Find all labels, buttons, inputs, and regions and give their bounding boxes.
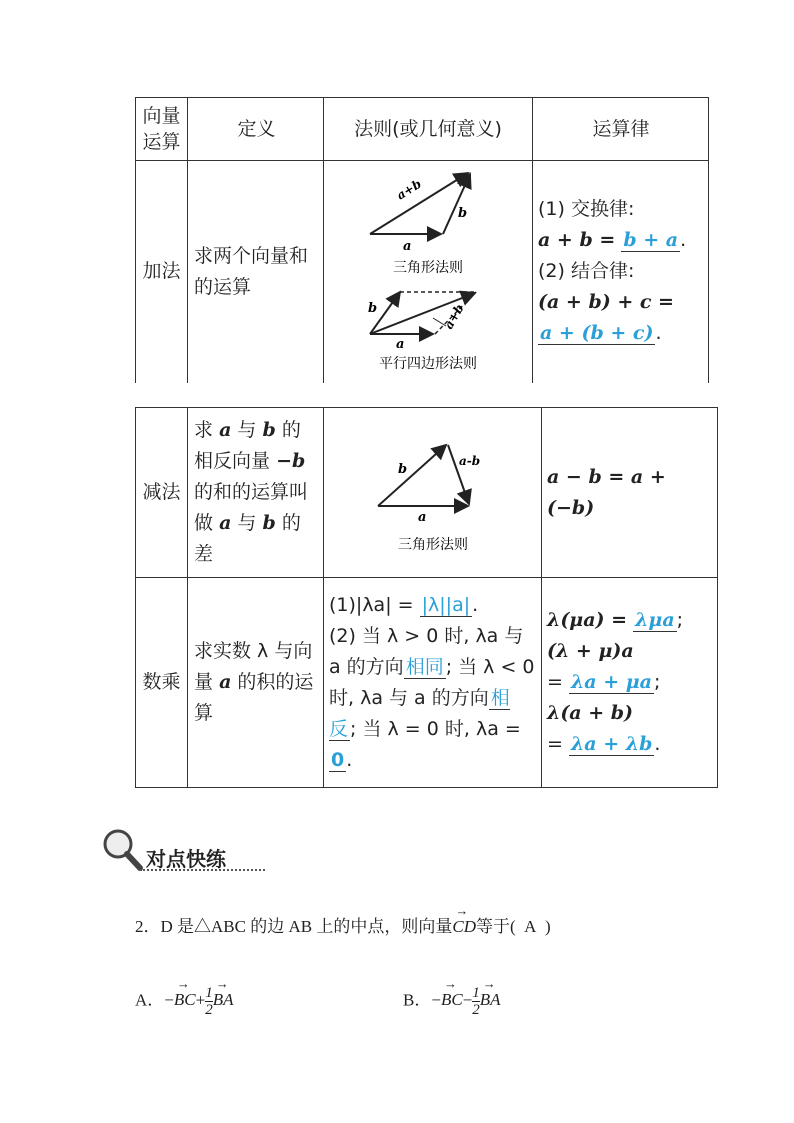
para-label-a: a	[396, 336, 405, 352]
option-b[interactable]: B．−→ BC− $\frac{1}{2}$ → BA	[403, 985, 501, 1018]
mul-law3-answer: λa + λb	[570, 733, 653, 755]
label-a-plus-b: a+b	[394, 176, 424, 203]
sub-law: a − b = a + (−b)	[542, 408, 718, 578]
law1-lhs: a + b =	[538, 229, 616, 252]
law1-title: (1) 交换律:	[538, 198, 635, 221]
vector-b-arrow	[443, 174, 470, 234]
add-definition: 求两个向量和的运算	[188, 161, 324, 383]
law1-line: a + b = b + a .	[538, 229, 687, 252]
option-a[interactable]: A．−→ BC+ $\frac{1}{2}$ → BA	[135, 985, 233, 1018]
question-text: D 是△ABC 的边 AB 上的中点，则向量	[160, 917, 453, 936]
mul-rule2-answer2: 相反	[329, 686, 510, 740]
mul-law3-lhs: λ(a + b)	[547, 702, 634, 724]
label-b: b	[458, 205, 468, 221]
addition-diagrams	[328, 162, 528, 372]
mul-law3: = λa + λb .	[547, 733, 661, 755]
mul-name: 数乘	[136, 578, 188, 788]
sub-definition: 求 a 与 b 的相反向量 −b 的和的运算叫做 a 与 b 的差	[188, 408, 324, 578]
question-number: 2	[135, 917, 144, 936]
header-definition: 定义	[188, 98, 324, 161]
sub-label-a-minus-b: a-b	[458, 453, 480, 468]
section-title: 对点快练	[146, 847, 226, 871]
sub-name: 减法	[136, 408, 188, 578]
row-scalar-mult	[136, 578, 718, 788]
caption-parallelogram: 平行四边形法则	[379, 354, 477, 371]
add-diagrams	[324, 161, 533, 383]
mul-law1: λ(μa) = λμa ;	[547, 609, 684, 631]
sub-label-b: b	[397, 461, 407, 477]
mul-laws	[542, 578, 718, 788]
mul-rule2-answer3: 0	[331, 748, 345, 771]
mul-rules	[324, 578, 542, 788]
add-name: 加法	[136, 161, 188, 383]
add-laws	[533, 161, 709, 383]
vector-ops-table-top	[135, 97, 709, 383]
mul-definition: 求实数 λ 与向量 a 的积的运算	[188, 578, 324, 788]
caption-triangle: 三角形法则	[393, 258, 463, 275]
question-line: 2．D 是△ABC 的边 AB 上的中点，则向量→ CD等于( A )	[135, 912, 551, 937]
header-op-line2: 运算	[142, 131, 181, 153]
row-addition	[136, 161, 709, 383]
sub-vector-b	[378, 445, 446, 506]
question-answer: A	[524, 917, 537, 936]
mul-rule2: (2) 当 λ > 0 时, λa 与 a 的方向 相同 ; 当 λ < 0 时, λa 与 a 的方向 相反 ; 当 λ = 0 时, λa = 0 .	[329, 624, 535, 771]
header-op-line1: 向量	[142, 105, 181, 127]
sub-caption: 三角形法则	[397, 535, 468, 552]
mul-rule1-answer: |λ||a|	[421, 593, 471, 616]
law2-line: a + (b + c) .	[540, 322, 662, 345]
law2-answer: a + (b + c)	[540, 322, 654, 345]
label-a: a	[403, 238, 412, 254]
mul-law1-answer: λμa	[635, 609, 675, 631]
header-rule: 法则(或几何意义)	[324, 98, 533, 161]
table-header-row	[136, 98, 709, 161]
row-subtraction	[136, 408, 718, 578]
header-op	[136, 98, 188, 161]
law2-lhs: (a + b) + c =	[538, 291, 674, 314]
mul-law2-lhs: (λ + μ)a	[547, 640, 634, 662]
header-laws: 运算律	[533, 98, 709, 161]
sub-diagram	[324, 408, 542, 578]
sub-label-a: a	[417, 509, 426, 525]
para-label-b: b	[368, 300, 378, 316]
mul-rule1: (1)|λa| = |λ||a| .	[329, 593, 479, 616]
question-vector: → CD	[452, 917, 476, 937]
mul-law2-answer: λa + μa	[570, 671, 652, 693]
para-label-a-plus-b: a+b	[441, 301, 467, 332]
mul-law2: = λa + μa ;	[547, 671, 661, 693]
section-divider	[140, 869, 265, 871]
vector-ops-table-bottom	[135, 407, 718, 788]
subtraction-diagram	[333, 413, 533, 563]
law2-title: (2) 结合律:	[538, 260, 635, 283]
mul-rule2-answer1: 相同	[405, 655, 444, 678]
law1-answer: b + a	[623, 229, 679, 252]
